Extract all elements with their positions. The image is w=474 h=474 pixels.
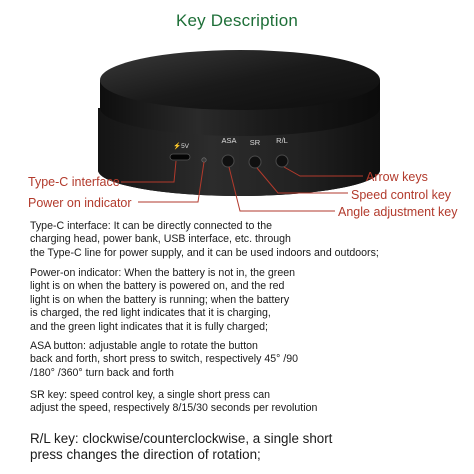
- sr-button-label: SR: [249, 138, 261, 147]
- desc-line: is charged, the red light indicates that it is charging,: [30, 307, 271, 320]
- desc-asa: [30, 340, 298, 380]
- port-label: ⚡5V: [172, 143, 190, 150]
- desc-line: the Type-C line for power supply, and it can be used indoors and outdoors;: [30, 246, 379, 259]
- desc-type-c: [30, 220, 379, 260]
- desc-line: /180° /360° turn back and forth: [30, 366, 174, 379]
- rl-button-label: R/L: [276, 136, 288, 145]
- desc-line: light is on when the battery is powered on, and the red: [30, 280, 285, 293]
- callout-power-indicator: Power on indicator: [28, 196, 132, 210]
- desc-line: charging head, power bank, USB interface, etc. through: [30, 233, 291, 246]
- desc-power: [30, 267, 295, 334]
- desc-line: Power-on indicator: When the battery is not in, the green: [30, 267, 295, 279]
- power-indicator-light: [202, 158, 206, 162]
- callout-speed-key: Speed control key: [351, 188, 452, 202]
- callout-type-c: Type-C interface: [28, 175, 120, 189]
- desc-line: press changes the direction of rotation;: [30, 447, 261, 462]
- desc-line: ASA button: adjustable angle to rotate the button: [30, 340, 258, 352]
- desc-line: Type-C interface: It can be directly connected to the: [30, 220, 273, 232]
- callout-angle-key: Angle adjustment key: [338, 205, 458, 219]
- desc-line: and the green light indicates that it is fully charged;: [30, 320, 268, 333]
- desc-line: back and forth, short press to switch, respectively 45° /90: [30, 353, 299, 366]
- asa-button[interactable]: [222, 155, 234, 167]
- page-title: Key Description: [175, 11, 299, 30]
- type-c-port: [170, 154, 190, 160]
- desc-rl: [30, 431, 332, 463]
- callout-arrow-keys: Arrow keys: [366, 170, 428, 184]
- desc-line: light is on when the battery is running; when the battery: [30, 293, 290, 306]
- desc-sr: [30, 389, 317, 416]
- desc-line: adjust the speed, respectively 8/15/30 seconds per revolution: [30, 402, 318, 415]
- desc-line: SR key: speed control key, a single short press can: [30, 389, 271, 401]
- device-top-surface: [100, 50, 380, 110]
- sr-button[interactable]: [249, 156, 261, 168]
- asa-button-label: ASA: [221, 136, 237, 145]
- rl-button[interactable]: [276, 155, 288, 167]
- desc-line: R/L key: clockwise/counterclockwise, a single short: [30, 431, 333, 446]
